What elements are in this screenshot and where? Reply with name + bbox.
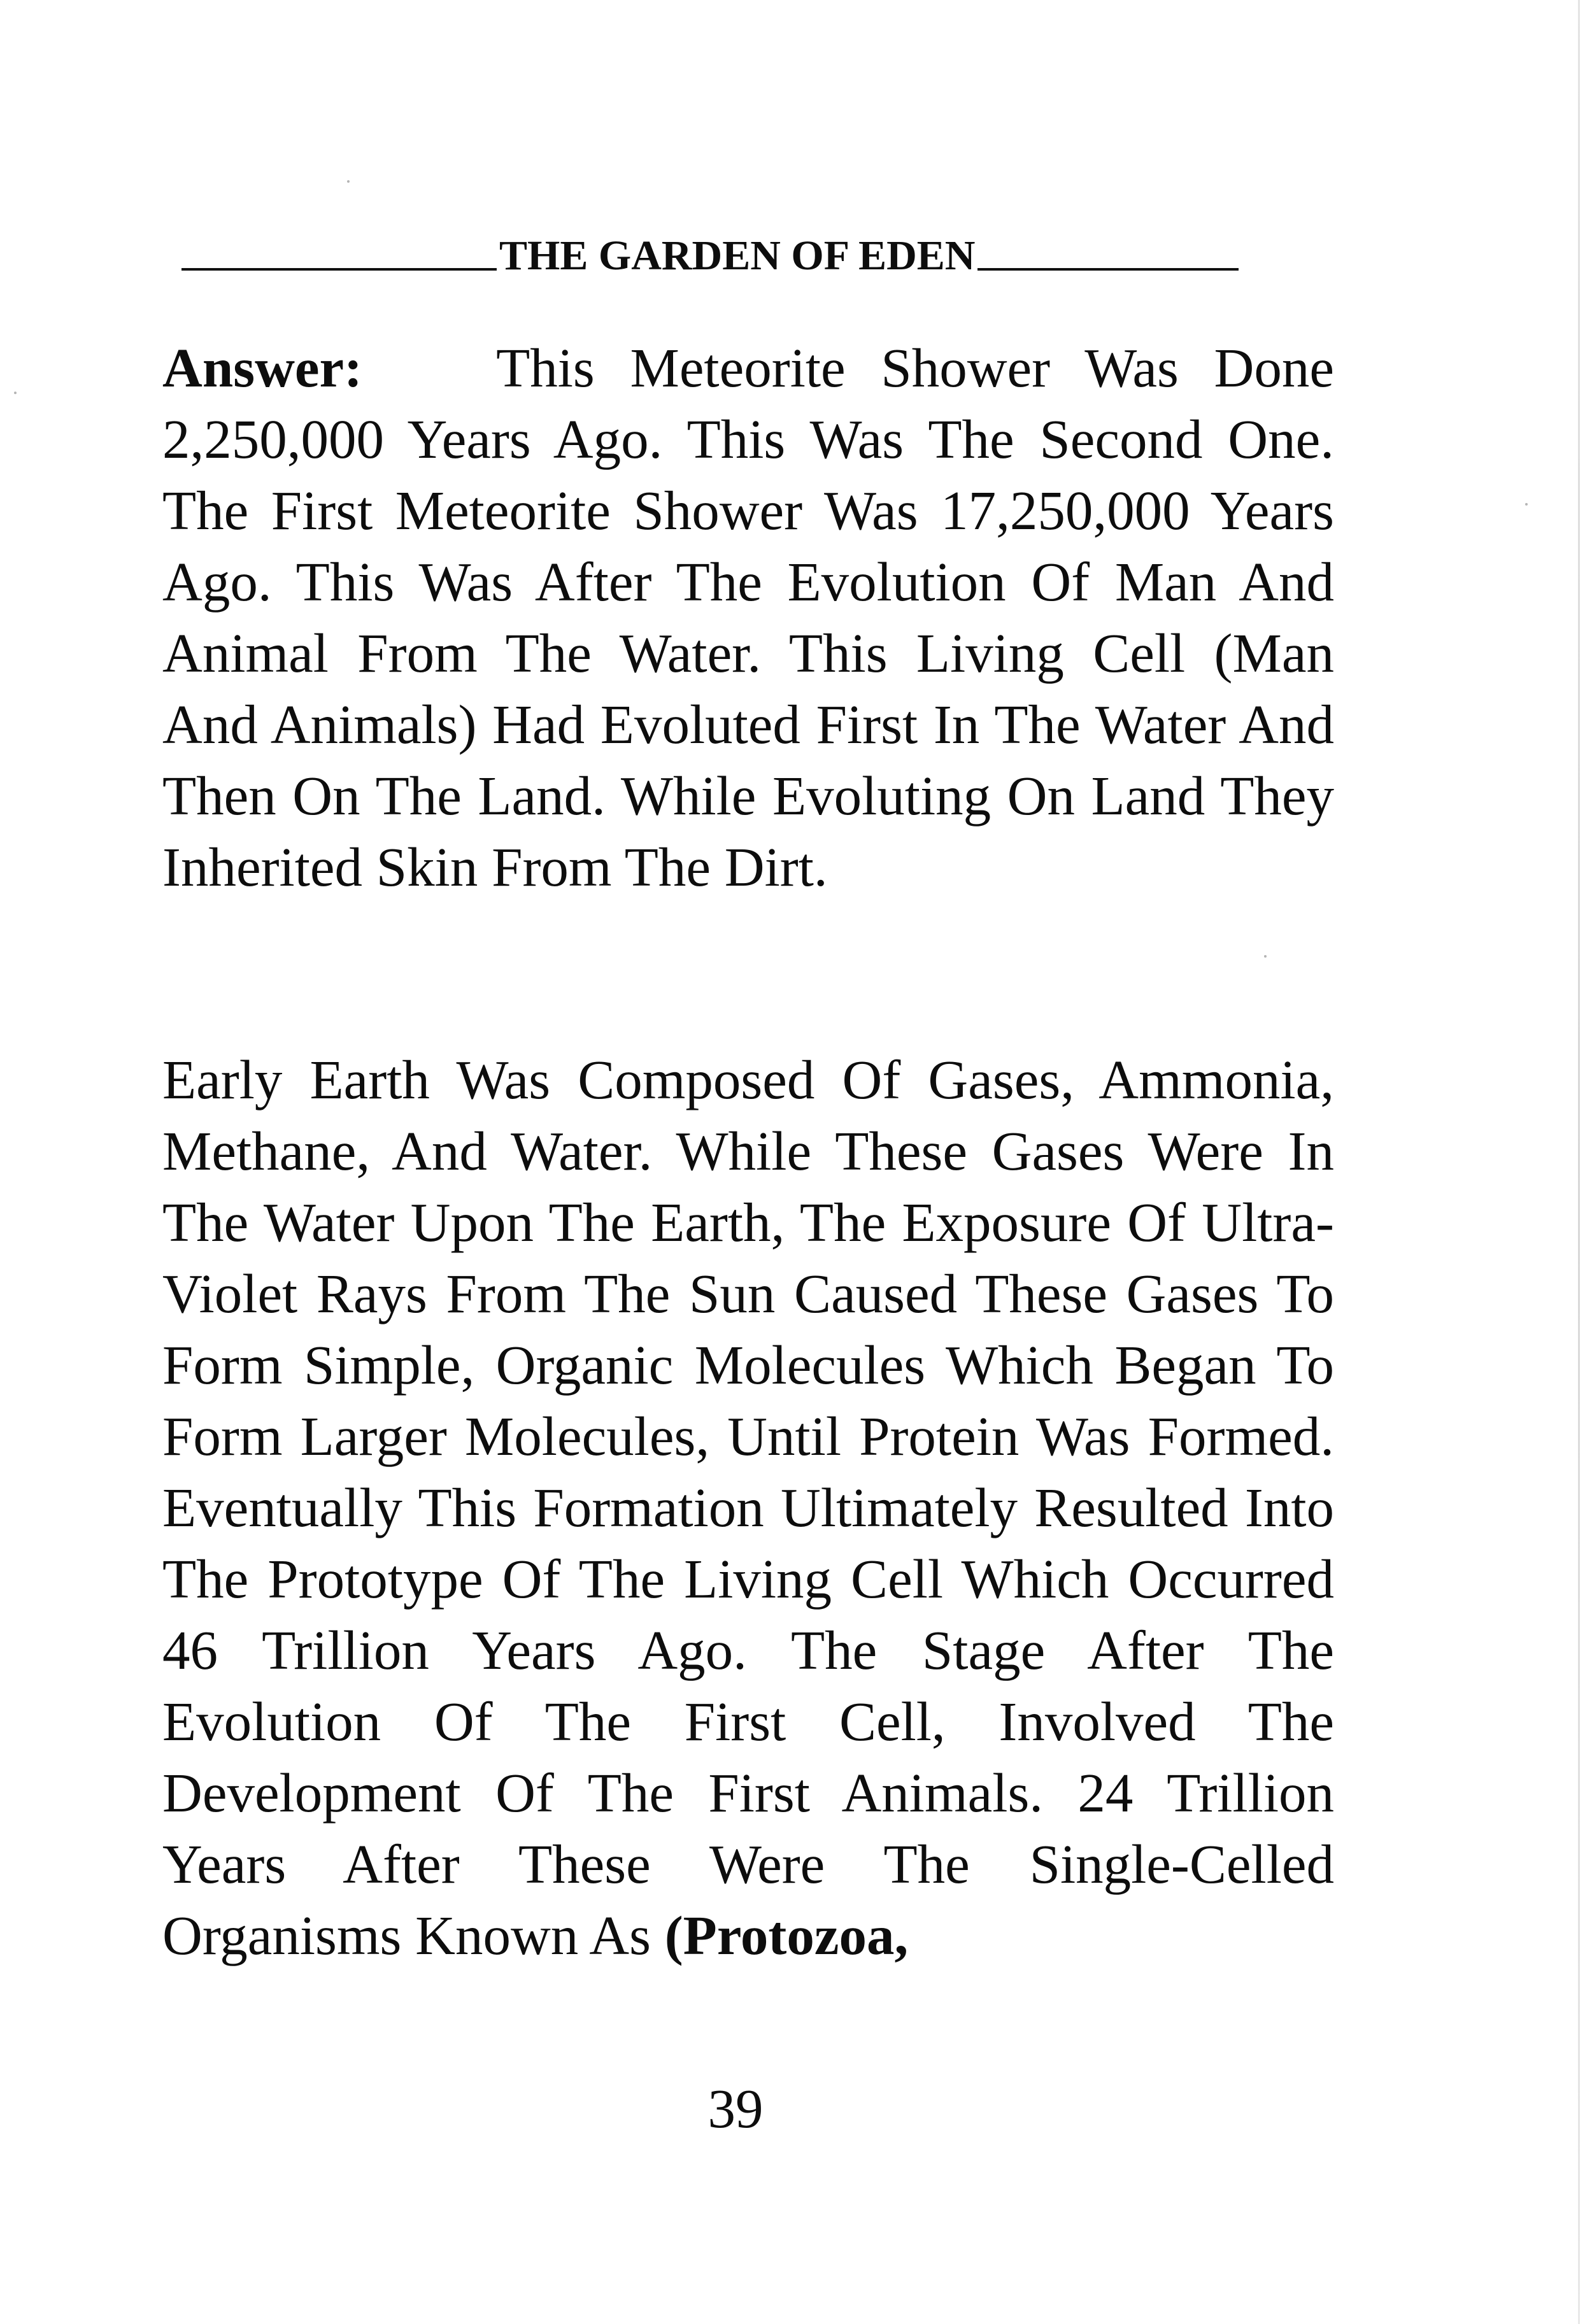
answer-text: This Meteorite Shower Was Done 2,250,000 Years Ago. This Was The Second One. The First Meteorite Shower Was 17,250,000 Years Ago. This Was After The Evolution Of Man And Animal From The Water. This Living Cell (Man And Animals) Had Evoluted First In The Water And Then On The Land. While Evoluting On Land They Inherited Skin From The Dirt.	[162, 337, 1334, 898]
early-earth-text: Early Earth Was Composed Of Gases, Ammonia, Methane, And Water. While These Gases Were In The Water Upon The Earth, The Exposure Of Ultra-Violet Rays From The Sun Caused These Gases To Form Simple, Organic Molecules Which Began To Form Larger Molecules, Until Protein Was Formed. Eventually This Formation Ultimately Resulted Into The Prototype Of The Living Cell Which Occurred 46 Trillion Years Ago. The Stage After The Evolution Of The First Cell, Involved The Development Of The First Animals. 24 Trillion Years After These Were The Single-Celled Organisms Known As	[162, 1049, 1334, 1966]
protozoa-term: (Protozoa,	[664, 1904, 909, 1966]
answer-label: Answer:	[162, 337, 363, 399]
scan-speck	[14, 392, 17, 394]
scan-speck	[347, 180, 350, 183]
header-rule-right	[977, 268, 1239, 271]
running-header-title: THE GARDEN OF EDEN	[499, 232, 976, 279]
page-number: 39	[707, 2078, 764, 2139]
header-rule-left	[181, 268, 497, 271]
scan-speck	[1525, 503, 1528, 506]
answer-paragraph	[162, 332, 1334, 903]
early-earth-paragraph	[162, 1044, 1334, 1971]
page-edge-shadow	[1578, 0, 1580, 2324]
scan-speck	[1264, 955, 1267, 958]
running-header	[181, 226, 1328, 277]
